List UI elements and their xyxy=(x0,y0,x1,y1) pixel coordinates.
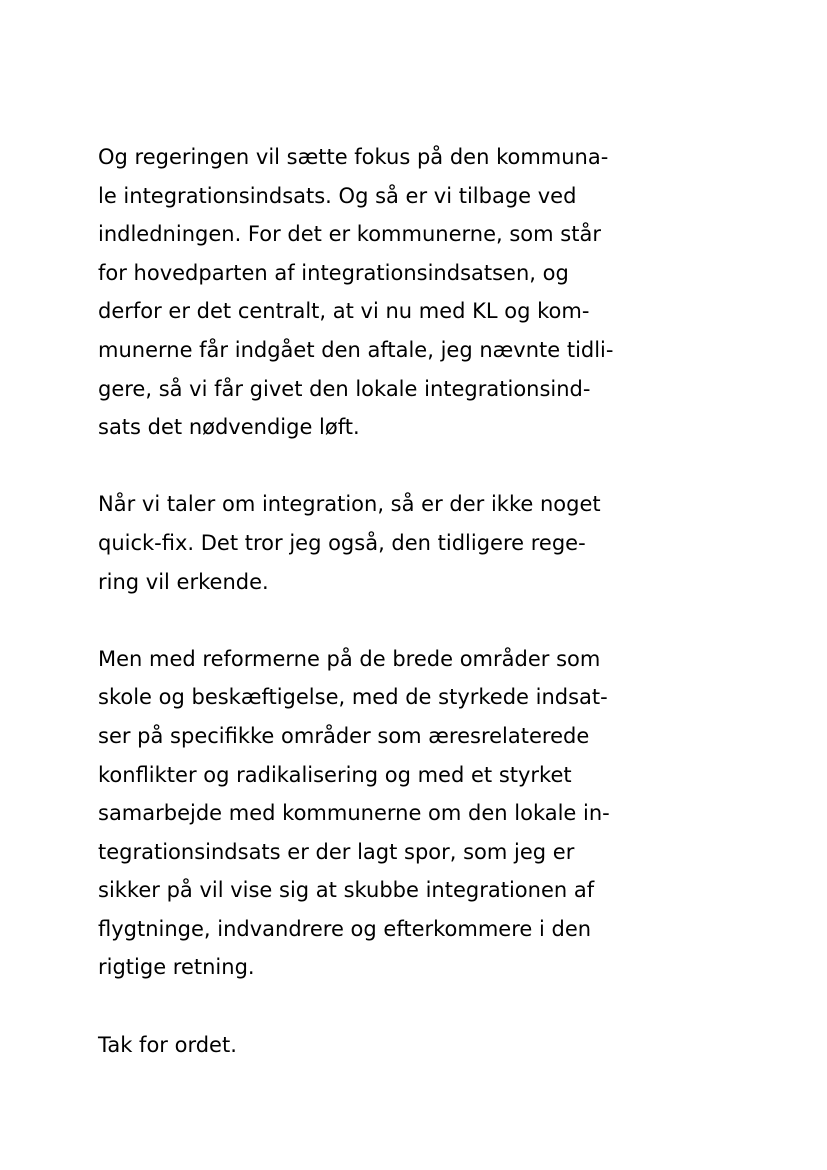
text-line: tegrationsindsats er der lagt spor, som jeg er xyxy=(98,839,575,864)
text-line: konflikter og radikalisering og med et styrket xyxy=(98,762,572,787)
paragraph-1 xyxy=(98,138,658,447)
paragraph-2 xyxy=(98,485,658,601)
text-line: rigtige retning. xyxy=(98,955,255,980)
text-line: derfor er det centralt, at vi nu med KL og kom- xyxy=(98,299,590,324)
text-line: le integrationsindsats. Og så er vi tilbage ved xyxy=(98,183,577,208)
text-line: sikker på vil vise sig at skubbe integrationen af xyxy=(98,878,595,903)
text-line: gere, så vi får givet den lokale integrationsind- xyxy=(98,376,591,401)
text-line: for hovedparten af integrationsindsatsen, og xyxy=(98,260,569,285)
speech-text xyxy=(98,138,658,1103)
text-line: flygtninge, indvandrere og efterkommere i den xyxy=(98,916,592,941)
paragraph-4 xyxy=(98,1026,658,1065)
text-line: sats det nødvendige løft. xyxy=(98,415,360,440)
text-line: indledningen. For det er kommunerne, som står xyxy=(98,222,601,247)
text-line: Når vi taler om integration, så er der ikke noget xyxy=(98,492,601,517)
text-line: Men med reformerne på de brede områder som xyxy=(98,646,601,671)
text-line: ring vil erkende. xyxy=(98,569,269,594)
text-line: Og regeringen vil sætte fokus på den kommuna- xyxy=(98,145,609,169)
text-line: Tak for ordet. xyxy=(98,1032,237,1057)
text-line: samarbejde med kommunerne om den lokale in- xyxy=(98,801,610,826)
text-line: munerne får indgået den aftale, jeg nævnte tidli- xyxy=(98,337,614,362)
text-line: quick-fix. Det tror jeg også, den tidligere rege- xyxy=(98,530,586,555)
text-line: skole og beskæftigelse, med de styrkede indsat- xyxy=(98,685,608,710)
paragraph-3 xyxy=(98,640,658,987)
text-line: ser på specifikke områder som æresrelaterede xyxy=(98,723,590,748)
